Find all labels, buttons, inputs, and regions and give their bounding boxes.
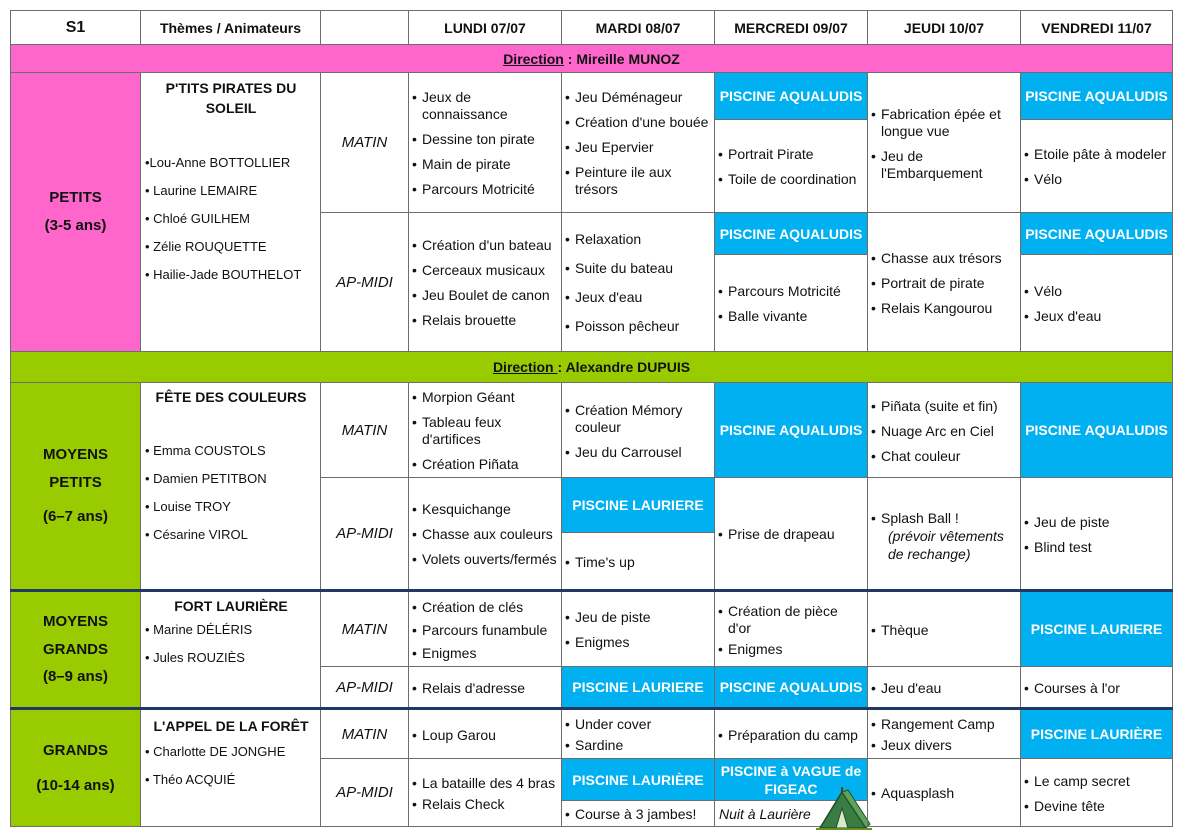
activity-item: • Suite du bateau [565,260,710,277]
day-header-mardi: MARDI 08/07 [561,10,715,45]
activity-note: Nuit à Laurière [719,806,811,822]
period-matin: MATIN [320,709,409,759]
direction-band-moyens [10,351,1173,383]
animator-name: • Damien PETITBON [145,471,267,487]
pool-cell: PISCINE AQUALUDIS [1020,382,1173,478]
age-group-petits [10,72,141,352]
activity-item: • Prise de drapeau [718,526,863,543]
period-header [320,10,409,45]
activities-cell [714,477,868,590]
activities-cell [867,477,1021,590]
activities-cell [867,382,1021,478]
theme-moyens-grands [140,591,321,708]
pool-cell: PISCINE LAURIERE [1020,591,1173,667]
activity-item: • Relaxation [565,231,710,248]
activities-cell [714,254,868,352]
activity-item: • Jeux divers [871,737,1016,754]
activities-cell [714,119,868,213]
day-header-mercredi: MERCREDI 09/07 [714,10,868,45]
activity-item: • Jeu de piste [565,609,710,626]
activity-item: • Relais Kangourou [871,300,1016,317]
activities-cell [1020,477,1173,590]
age-group-name: MOYENS [42,446,108,464]
age-group-name: PETITS [49,189,102,207]
activities-cell [714,591,868,667]
activity-item: • Volets ouverts/fermés [412,551,557,568]
activities-cell [408,666,562,708]
theme-title: P'TITS PIRATES DU SOLEIL [165,80,297,117]
activity-item: • Cerceaux musicaux [412,262,557,279]
animator-name: • Hailie-Jade BOUTHELOT [145,266,302,282]
period-matin: MATIN [320,382,409,478]
age-group-name: GRANDS [42,741,108,759]
activity-item: • Relais d'adresse [412,680,557,697]
activities-cell [867,591,1021,667]
activity-item: • Jeu Boulet de canon [412,287,557,304]
pool-cell: PISCINE à VAGUE de FIGEAC [714,758,868,801]
activity-item: • Devine tête [1024,798,1168,815]
day-header-jeudi: JEUDI 10/07 [867,10,1021,45]
activity-item: • Rangement Camp [871,716,1016,733]
activities-cell [867,758,1021,827]
activities-cell [1020,119,1173,213]
activity-item: • Jeux de connaissance [412,89,557,123]
activity-item: • Splash Ball ! [871,510,1016,527]
themes-header: Thèmes / Animateurs [140,10,321,45]
activities-cell [561,532,715,590]
age-range: (10-14 ans) [36,777,115,794]
pool-cell: PISCINE LAURIÈRE [561,758,715,801]
activity-item: • Piñata (suite et fin) [871,398,1016,415]
activity-item: • Peinture ile aux trésors [565,164,710,198]
activity-item: • Vélo [1024,283,1168,300]
activities-cell [408,591,562,667]
activity-item: • Jeu de l'Embarquement [871,148,1016,182]
activity-item: • Portrait Pirate [718,146,863,163]
activities-cell [1020,758,1173,827]
theme-title: FORT LAURIÈRE [174,598,288,614]
day-header-vendredi: VENDREDI 11/07 [1020,10,1173,45]
pool-cell: PISCINE LAURIÈRE [1020,709,1173,759]
activities-cell [561,212,715,352]
activities-cell [408,212,562,352]
animator-name: • Charlotte DE JONGHE [145,744,286,760]
theme-title: L'APPEL DE LA FORÊT [153,718,309,734]
activity-item: • Course à 3 jambes! [565,806,710,823]
direction-label: Direction [492,359,558,375]
activities-cell [867,72,1021,213]
activity-item: • Morpion Géant [412,389,557,406]
animator-name: • Césarine VIROL [145,527,248,543]
animator-name: • Théo ACQUIÉ [145,772,236,788]
activity-item: • Courses à l'or [1024,680,1168,697]
pool-cell: PISCINE AQUALUDIS [1020,212,1173,255]
activity-item: • Jeux d'eau [565,289,710,306]
activity-item: • Chat couleur [871,448,1016,465]
activity-item: • Jeux d'eau [1024,308,1168,325]
activity-item: • Loup Garou [412,727,557,744]
activity-item: • Chasse aux trésors [871,250,1016,267]
activity-item: • Création d'un bateau [412,237,557,254]
activity-item: • Jeu du Carrousel [565,444,710,461]
age-group-moyens-petits [10,382,141,590]
animator-name: • Zélie ROUQUETTE [145,238,267,254]
period-matin: MATIN [320,591,409,667]
pool-cell: PISCINE AQUALUDIS [714,666,868,708]
pool-cell: PISCINE AQUALUDIS [714,72,868,120]
week-header: S1 [10,10,141,45]
age-range: (3-5 ans) [44,217,107,234]
animator-name: • Laurine LEMAIRE [145,182,258,198]
animator-name: • Louise TROY [145,499,231,515]
direction-band-petits [10,44,1173,73]
activity-item: • Parcours Motricité [412,181,557,198]
activity-item: • Création de pièce d'or [718,603,863,637]
activity-item: • Jeu d'eau [871,680,1016,697]
activities-cell [408,72,562,213]
activity-item: • Toile de coordination [718,171,863,188]
activity-item: • Vélo [1024,171,1168,188]
activity-item: • Portrait de pirate [871,275,1016,292]
animator-name: • Emma COUSTOLS [145,443,266,459]
age-group-moyens-grands [10,591,141,708]
direction-name: Alexandre DUPUIS [565,359,691,375]
age-group-name: GRANDS [42,640,108,658]
theme-petits [140,72,321,352]
activity-item: • Jeu de piste [1024,514,1168,531]
activity-item: • Enigmes [718,641,863,658]
age-group-name: PETITS [49,474,102,492]
activity-item: • Jeu Déménageur [565,89,710,106]
activity-item: • Enigmes [565,634,710,651]
pool-cell: PISCINE LAURIERE [561,666,715,708]
theme-moyens-petits [140,382,321,590]
activity-item: • Etoile pâte à modeler [1024,146,1168,163]
activity-item: • Parcours funambule [412,622,557,639]
period-apmidi: AP-MIDI [320,477,409,590]
activities-cell [714,709,868,759]
activity-item: • Enigmes [412,645,557,662]
activity-item: • Relais brouette [412,312,557,329]
activity-item: • Kesquichange [412,501,557,518]
activity-item: • Sardine [565,737,710,754]
activities-cell [1020,666,1173,708]
direction-label: Direction [503,50,564,67]
direction-separator: : [563,50,577,67]
activity-item: • Création Piñata [412,456,557,473]
activity-item: • Dessine ton pirate [412,131,557,148]
direction-separator: : [557,359,566,375]
activity-item: • Aquasplash [871,785,1016,802]
activity-item: • La bataille des 4 bras [412,775,557,792]
pool-cell: PISCINE AQUALUDIS [714,212,868,255]
period-apmidi: AP-MIDI [320,666,409,708]
activities-cell [408,382,562,478]
theme-title: FÊTE DES COULEURS [155,389,307,405]
animator-name: • Jules ROUZIÈS [145,650,245,666]
activities-cell [561,382,715,478]
pool-cell: PISCINE LAURIERE [561,477,715,533]
activity-item: • Poisson pêcheur [565,318,710,335]
period-apmidi: AP-MIDI [320,212,409,352]
activity-item: • Le camp secret [1024,773,1168,790]
activities-cell [561,800,715,827]
age-group-name: MOYENS [42,612,108,630]
activity-item: • Création Mémory couleur [565,402,710,436]
activity-item: • Tableau feux d'artifices [412,414,557,448]
activities-cell [408,758,562,827]
group-divider [10,589,1173,592]
activities-cell [408,477,562,590]
activities-cell [561,72,715,213]
activity-item: • Thèque [871,622,1016,639]
age-range: (8–9 ans) [42,668,109,686]
pool-cell: PISCINE AQUALUDIS [714,382,868,478]
group-divider [10,707,1173,710]
activity-note: (prévoir vêtements de rechange) [888,528,1004,562]
activities-cell [867,709,1021,759]
day-header-lundi: LUNDI 07/07 [408,10,562,45]
activity-item: • Chasse aux couleurs [412,526,557,543]
activities-cell [561,591,715,667]
direction-name: Mireille MUNOZ [576,50,680,67]
activities-cell [1020,254,1173,352]
activity-item: • Création d'une bouée [565,114,710,131]
activity-item: • Main de pirate [412,156,557,173]
theme-grands [140,709,321,827]
activity-item: • Under cover [565,716,710,733]
period-apmidi: AP-MIDI [320,758,409,827]
activity-item: • Création de clés [412,599,557,616]
animator-name: •Lou-Anne BOTTOLLIER [145,154,291,170]
activity-item: • Balle vivante [718,308,863,325]
tent-icon [816,786,872,830]
activity-item: • Jeu Epervier [565,139,710,156]
animator-name: • Chloé GUILHEM [145,210,250,226]
activities-cell [867,666,1021,708]
age-group-grands [10,709,141,827]
age-range: (6–7 ans) [42,507,109,525]
activities-cell [408,709,562,759]
activity-item: • Nuage Arc en Ciel [871,423,1016,440]
activity-item: • Fabrication épée et longue vue [871,106,1016,140]
activity-item: • Préparation du camp [718,727,863,744]
activity-item: • Blind test [1024,539,1168,556]
activity-item: • Time's up [565,554,710,571]
activity-item: • Relais Check [412,796,557,813]
activities-cell [561,709,715,759]
period-matin: MATIN [320,72,409,213]
activities-cell [867,212,1021,352]
activity-item: • Parcours Motricité [718,283,863,300]
animator-name: • Marine DÉLÉRIS [145,622,253,638]
pool-cell: PISCINE AQUALUDIS [1020,72,1173,120]
